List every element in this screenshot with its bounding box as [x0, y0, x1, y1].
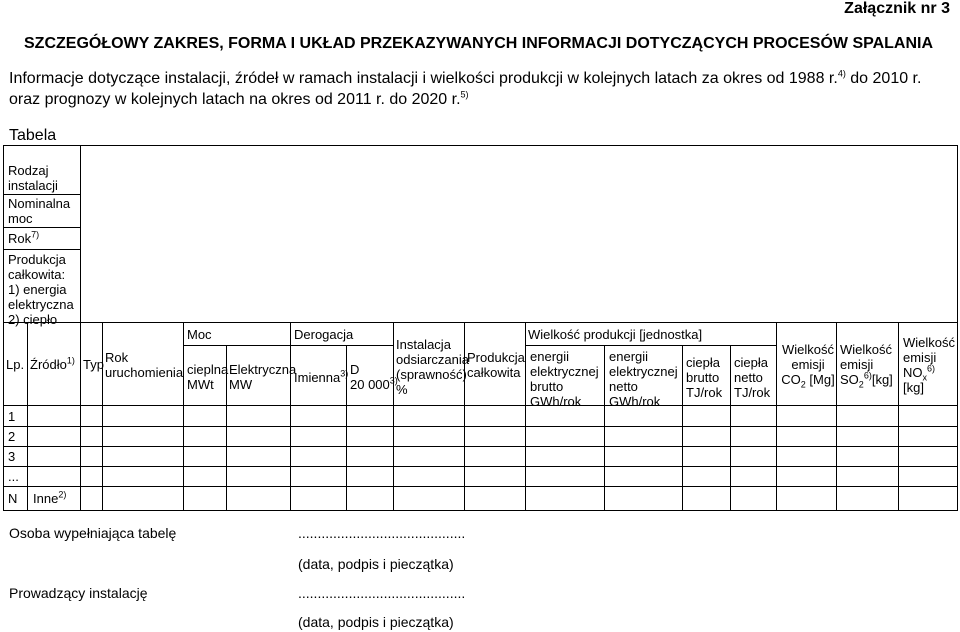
col-produkcja-calkowita: Produkcja całkowita: [467, 350, 525, 380]
col-moc: Moc: [187, 327, 212, 342]
col-lp: Lp.: [6, 357, 25, 372]
osoba-data-podpis: (data, podpis i pieczątka): [298, 556, 454, 572]
intro-line-2: oraz prognozy w kolejnych latach na okres od 2011 r. do 2020 r.$^{5)}$: [9, 89, 469, 108]
row-inne-label: Inne$^{2)}$: [33, 489, 67, 506]
col-typ: Typ: [83, 357, 104, 372]
row-number: 1: [8, 409, 16, 424]
prowadzacy-data-podpis: (data, podpis i pieczątka): [298, 614, 454, 630]
prowadzacy-signature-line: ...........................................: [298, 585, 466, 601]
col-energia-netto: energii elektrycznej netto GWh/rok: [609, 349, 678, 409]
prowadzacy-label: Prowadzący instalację: [9, 585, 148, 601]
row-number: 2: [8, 429, 16, 444]
row-label-produkcja: Produkcja całkowita: 1) energia elektryczna 2) ciepło: [8, 252, 74, 327]
col-derogacja-d: D 20 000$^{3)}$: [350, 362, 398, 392]
col-wielkosc-produkcji: Wielkość produkcji [jednostka]: [528, 327, 703, 342]
col-derogacja-imienna: Imienna$^{3)}$: [294, 368, 349, 385]
col-zrodlo: Źródło$^{1)}$: [30, 355, 75, 372]
row-number: 3: [8, 449, 16, 464]
col-emisja-nox: Wielkość emisji $NO_x^{6)}$ [kg]: [903, 335, 956, 395]
col-emisja-co2: Wielkość emisji $CO_2$ [Mg]: [781, 342, 835, 390]
osoba-wypelniajaca-label: Osoba wypełniająca tabelę: [9, 525, 177, 541]
row-label-rok: Rok$^{7)}$: [8, 229, 40, 246]
row-number: N: [8, 491, 18, 506]
col-moc-elektryczna: Elektryczna MW: [229, 362, 297, 392]
col-moc-cieplna: cieplna MWt: [187, 362, 229, 392]
col-energia-brutto: energii elektrycznej brutto GWh/rok: [530, 349, 599, 409]
col-cieplo-brutto: ciepła brutto TJ/rok: [686, 355, 723, 400]
page-title: SZCZEGÓŁOWY ZAKRES, FORMA I UKŁAD PRZEKAZYWANYCH INFORMACJI DOTYCZĄCYCH PROCESÓW SPALANIA: [24, 35, 934, 52]
col-emisja-so2: Wielkość emisji $SO_2^{6)}[kg]$: [840, 342, 893, 390]
intro-line-1: Informacje dotyczące instalacji, źródeł w ramach instalacji i wielkości produkcji w kolejnych latach za okres od 1988 r.$^{4)}$ do 2010 r.: [9, 68, 922, 87]
attachment-label: Załącznik nr 3: [844, 0, 950, 17]
col-derogacja: Derogacja: [294, 327, 354, 342]
col-cieplo-netto: ciepła netto TJ/rok: [734, 355, 771, 400]
osoba-signature-line: ...........................................: [298, 525, 466, 541]
table-label: Tabela: [9, 127, 57, 144]
row-label-rodzaj: Rodzaj instalacji: [8, 163, 58, 193]
col-instalacja-odsiarczania: Instalacja odsiarczania (sprawność) %: [396, 337, 469, 397]
col-rok-uruchomienia: Rok uruchomienia: [105, 350, 184, 380]
row-label-moc: Nominalna moc: [8, 196, 71, 226]
row-number: ...: [8, 469, 19, 484]
